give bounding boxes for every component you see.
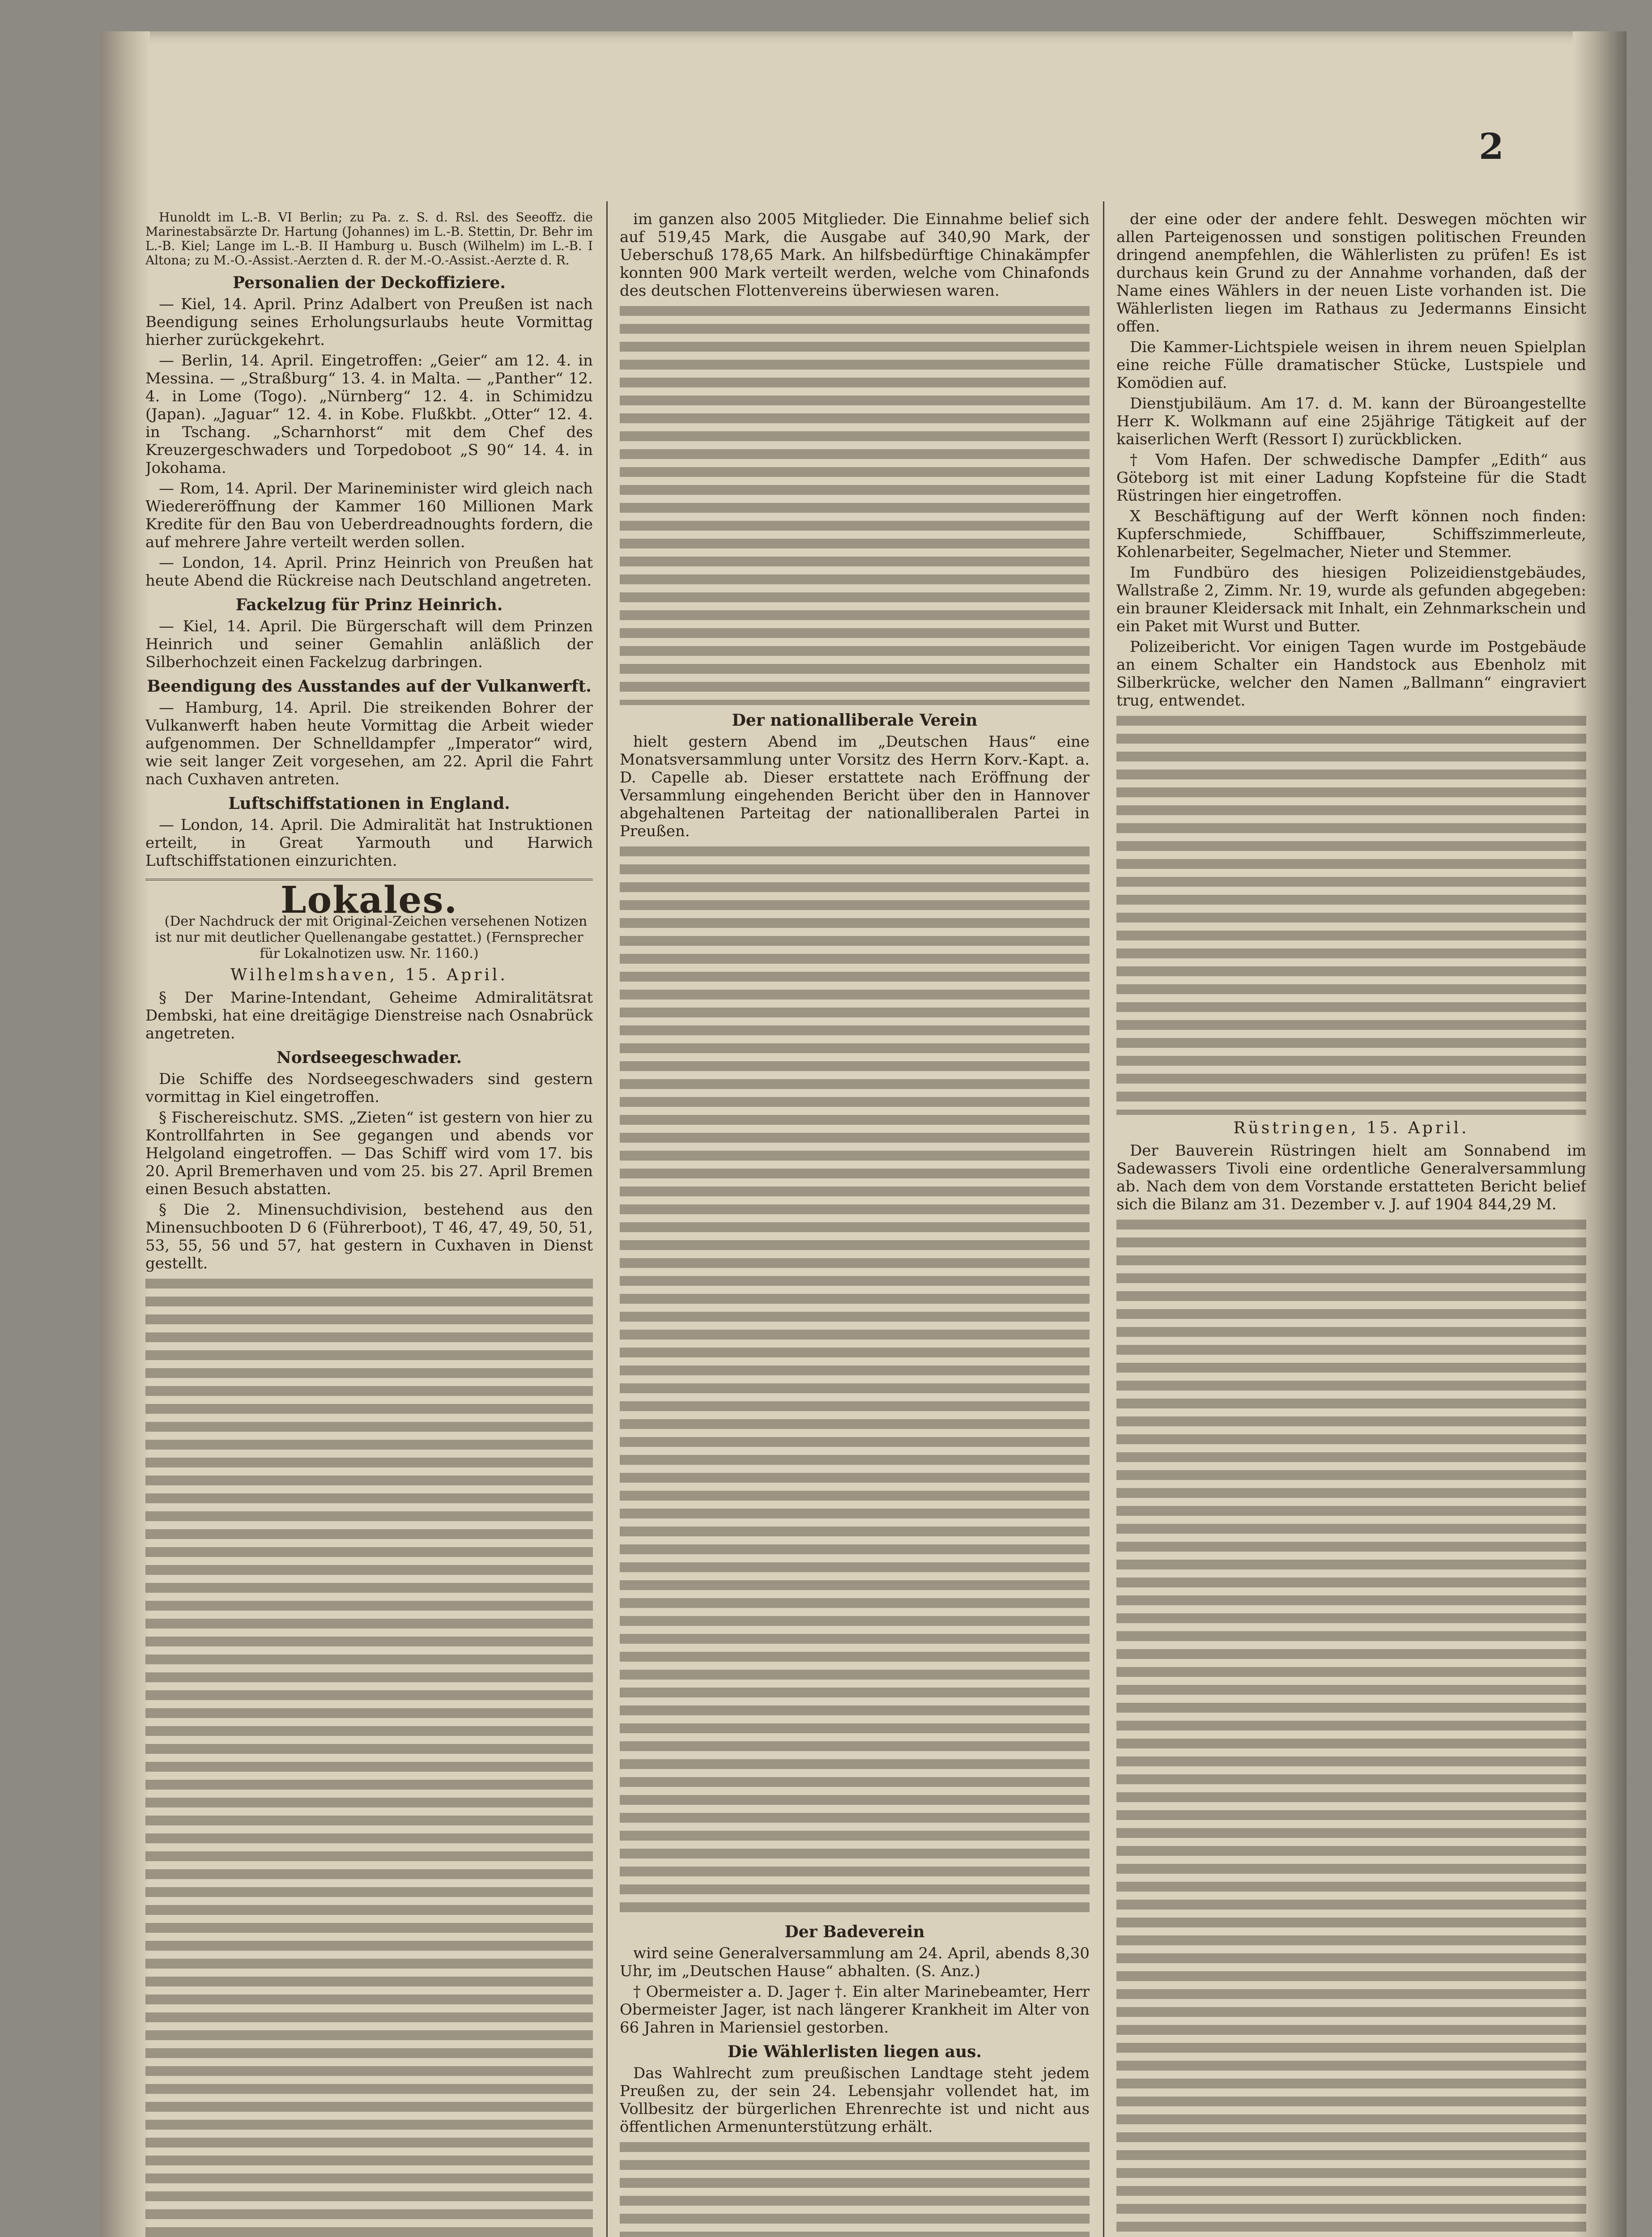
- news-paragraph: — Rom, 14. April. Der Marineminister wird gleich nach Wiedereröffnung der Kammer 160 Millionen Mark Kredite für den Bau von Ueberdreadnoughts fordern, die auf mehrere Jahre verteilt werden sollen.: [145, 480, 593, 551]
- illegible-text-block: [620, 843, 1090, 1917]
- news-paragraph: wird seine Generalversammlung am 24. April, abends 8,30 Uhr, im „Deutschen Hause“ abhalten. (S. Anz.): [620, 1944, 1090, 1980]
- news-paragraph: — Berlin, 14. April. Eingetroffen: „Geier“ am 12. 4. in Messina. — „Straßburg“ 13. 4. in Malta. — „Panther“ 12. 4. in Lome (Togo). „Nürnberg“ 12. 4. in Schimidzu (Japan). „Jaguar“ 12. 4. in Kobe. Flußkbt. „Otter“ 12. 4. in Tschang. „Scharnhorst“ mit dem Chef des Kreuzergeschwaders und Torpedoboot „S 90“ 14. 4. in Jokohama.: [145, 352, 593, 477]
- personnel-paragraph: Hunoldt im L.-B. VI Berlin; zu Pa. z. S. d. Rsl. des Seeoffz. die Marinestabsärzte Dr. Hartung (Johannes) im L.-B. Stettin, Dr. Behr im L.-B. Kiel; Lange im L.-B. II Hamburg u. Busch (Wilhelm) im L.-B. I Altona; zu M.-O.-Assist.-Aerzten d. R. der M.-O.-Assist.-Aerzte d. R.: [145, 210, 593, 268]
- news-paragraph: § Die 2. Minensuchdivision, bestehend aus den Minensuchbooten D 6 (Führerboot), T 46, 47, 49, 50, 51, 53, 55, 56 und 57, hat gestern in Cuxhaven in Dienst gestellt.: [145, 1201, 593, 1272]
- section-heading: Nordseegeschwader.: [276, 1048, 462, 1067]
- section-heading: Fackelzug für Prinz Heinrich.: [235, 595, 503, 614]
- section-heading: Beendigung des Ausstandes auf der Vulkanwerft.: [147, 677, 592, 696]
- news-paragraph: — Kiel, 14. April. Die Bürgerschaft will dem Prinzen Heinrich und seiner Gemahlin anläßlich der Silberhochzeit einen Fackelzug darbringen.: [145, 617, 593, 671]
- section-heading: Personalien der Deckoffiziere.: [233, 273, 506, 292]
- news-paragraph: Das Wahlrecht zum preußischen Landtage steht jedem Preußen zu, der sein 24. Lebensjahr vollendet hat, im Vollbesitz der bürgerlichen Ehrenrechte ist und nicht aus öffentlichen Armenunterstützung erhält.: [620, 2064, 1090, 2136]
- newspaper-page: [101, 31, 1626, 2237]
- column-rule: [1103, 201, 1104, 2237]
- news-paragraph: Der Bauverein Rüstringen hielt am Sonnabend im Sadewassers Tivoli eine ordentliche Generalversammlung ab. Nach dem von dem Vorstande erstatteten Bericht belief sich die Bilanz am 31. Dezember v. J. auf 1904 844,29 M.: [1116, 1142, 1586, 1213]
- news-paragraph: — London, 14. April. Prinz Heinrich von Preußen hat heute Abend die Rückreise nach Deutschland angetreten.: [145, 554, 593, 590]
- illegible-text-block: [1116, 712, 1586, 1115]
- news-paragraph: Polizeibericht. Vor einigen Tagen wurde im Postgebäude an einem Schalter ein Handstock aus Ebenholz mit Silberkrücke, welcher den Namen „Ballmann“ eingraviert trug, entwendet.: [1116, 638, 1586, 710]
- news-paragraph: Die Schiffe des Nordseegeschwaders sind gestern vormittag in Kiel eingetroffen.: [145, 1070, 593, 1106]
- column-2: [620, 210, 1090, 2237]
- page-number: 2: [1479, 125, 1504, 167]
- illegible-text-block: [620, 302, 1090, 705]
- news-paragraph: § Fischereischutz. SMS. „Zieten“ ist gestern von hier zu Kontrollfahrten in See gegangen und abends vor Helgoland eingetroffen. — Das Schiff wird vom 17. bis 20. April Bremerhaven und vom 25. bis 27. April Bremen einen Besuch abstatten.: [145, 1109, 593, 1198]
- column-rule: [606, 201, 608, 2237]
- section-heading: Der nationalliberale Verein: [732, 711, 978, 730]
- column-1: [145, 210, 593, 2237]
- news-paragraph: † Vom Hafen. Der schwedische Dampfer „Edith“ aus Göteborg ist mit einer Ladung Kopfsteine für die Stadt Rüstringen hier eingetroffen.: [1116, 451, 1586, 505]
- dateline: Rüstringen, 15. April.: [1233, 1119, 1469, 1137]
- page-edge-left: [101, 31, 150, 2237]
- news-paragraph: Im Fundbüro des hiesigen Polizeidienstgebäudes, Wallstraße 2, Zimm. Nr. 19, wurde als gefunden abgegeben: ein brauner Kleidersack mit Inhalt, ein Zehnmarkschein und ein Paket mit Wurst und Butter.: [1116, 564, 1586, 635]
- news-paragraph: — London, 14. April. Die Admiralität hat Instruktionen erteilt, in Great Yarmouth und Harwich Luftschiffstationen einzurichten.: [145, 816, 593, 870]
- news-paragraph: hielt gestern Abend im „Deutschen Haus“ eine Monatsversammlung unter Vorsitz des Herrn Korv.-Kapt. a. D. Capelle ab. Dieser erstattete nach Eröffnung der Versammlung eingehenden Bericht über den in Hannover abgehaltenen Parteitag der nationalliberalen Partei in Preußen.: [620, 733, 1090, 840]
- news-paragraph: X Beschäftigung auf der Werft können noch finden: Kupferschmiede, Schiffbauer, Schiffszimmerleute, Kohlenarbeiter, Segelmacher, Nieter und Stemmer.: [1116, 507, 1586, 561]
- reprint-note: (Der Nachdruck der mit Original-Zeichen versehenen Notizen ist nur mit deutlicher Quellenangabe gestattet.) (Fernsprecher für Lokalnotizen usw. Nr. 1160.): [155, 914, 588, 961]
- news-paragraph: § Der Marine-Intendant, Geheime Admiralitätsrat Dembski, hat eine dreitägige Dienstreise nach Osnabrück angetreten.: [145, 989, 593, 1042]
- illegible-text-block: [145, 1275, 593, 2237]
- lokales-heading: Lokales.: [280, 879, 458, 922]
- news-paragraph: Die Kammer-Lichtspiele weisen in ihrem neuen Spielplan eine reiche Fülle dramatischer Stücke, Lustspiele und Komödien auf.: [1116, 338, 1586, 392]
- section-heading: Der Badeverein: [784, 1922, 925, 1941]
- news-paragraph: im ganzen also 2005 Mitglieder. Die Einnahme belief sich auf 519,45 Mark, die Ausgabe auf 340,90 Mark, der Ueberschuß 178,65 Mark. An hilfsbedürftige Chinakämpfer konnten 900 Mark verteilt werden, welche vom Chinafonds des deutschen Flottenvereins überwiesen waren.: [620, 210, 1090, 300]
- news-paragraph: † Obermeister a. D. Jager †. Ein alter Marinebeamter, Herr Obermeister Jager, ist nach längerer Krankheit im Alter von 66 Jahren in Mariensiel gestorben.: [620, 1983, 1090, 2037]
- news-paragraph: der eine oder der andere fehlt. Deswegen möchten wir allen Parteigenossen und sonstigen politischen Freunden dringend anempfehlen, die Wählerlisten zu prüfen! Es ist durchaus kein Grund zu der Annahme vorhanden, daß der Name eines Wählers in der neuen Liste vorhanden ist. Die Wählerlisten liegen im Rathaus zu Jedermanns Einsicht offen.: [1116, 210, 1586, 336]
- news-paragraph: Dienstjubiläum. Am 17. d. M. kann der Büroangestellte Herr K. Wolkmann auf eine 25jährige Tätigkeit auf der kaiserlichen Werft (Ressort I) zurückblicken.: [1116, 395, 1586, 448]
- section-heading: Die Wählerlisten liegen aus.: [728, 2042, 982, 2061]
- section-heading: Luftschiffstationen in England.: [228, 794, 510, 813]
- illegible-text-block: [1116, 1216, 1586, 2237]
- dateline: Wilhelmshaven, 15. April.: [230, 966, 508, 984]
- illegible-text-block: [620, 2139, 1090, 2237]
- news-paragraph: — Kiel, 14. April. Prinz Adalbert von Preußen ist nach Beendigung seines Erholungsurlaubs heute Vormittag hierher zurückgekehrt.: [145, 295, 593, 349]
- column-3: [1116, 210, 1586, 2237]
- news-paragraph: — Hamburg, 14. April. Die streikenden Bohrer der Vulkanwerft haben heute Vormittag die Arbeit wieder aufgenommen. Der Schnelldampfer „Imperator“ wird, wie seit langer Zeit vorgesehen, am 22. April die Fahrt nach Cuxhaven antreten.: [145, 699, 593, 788]
